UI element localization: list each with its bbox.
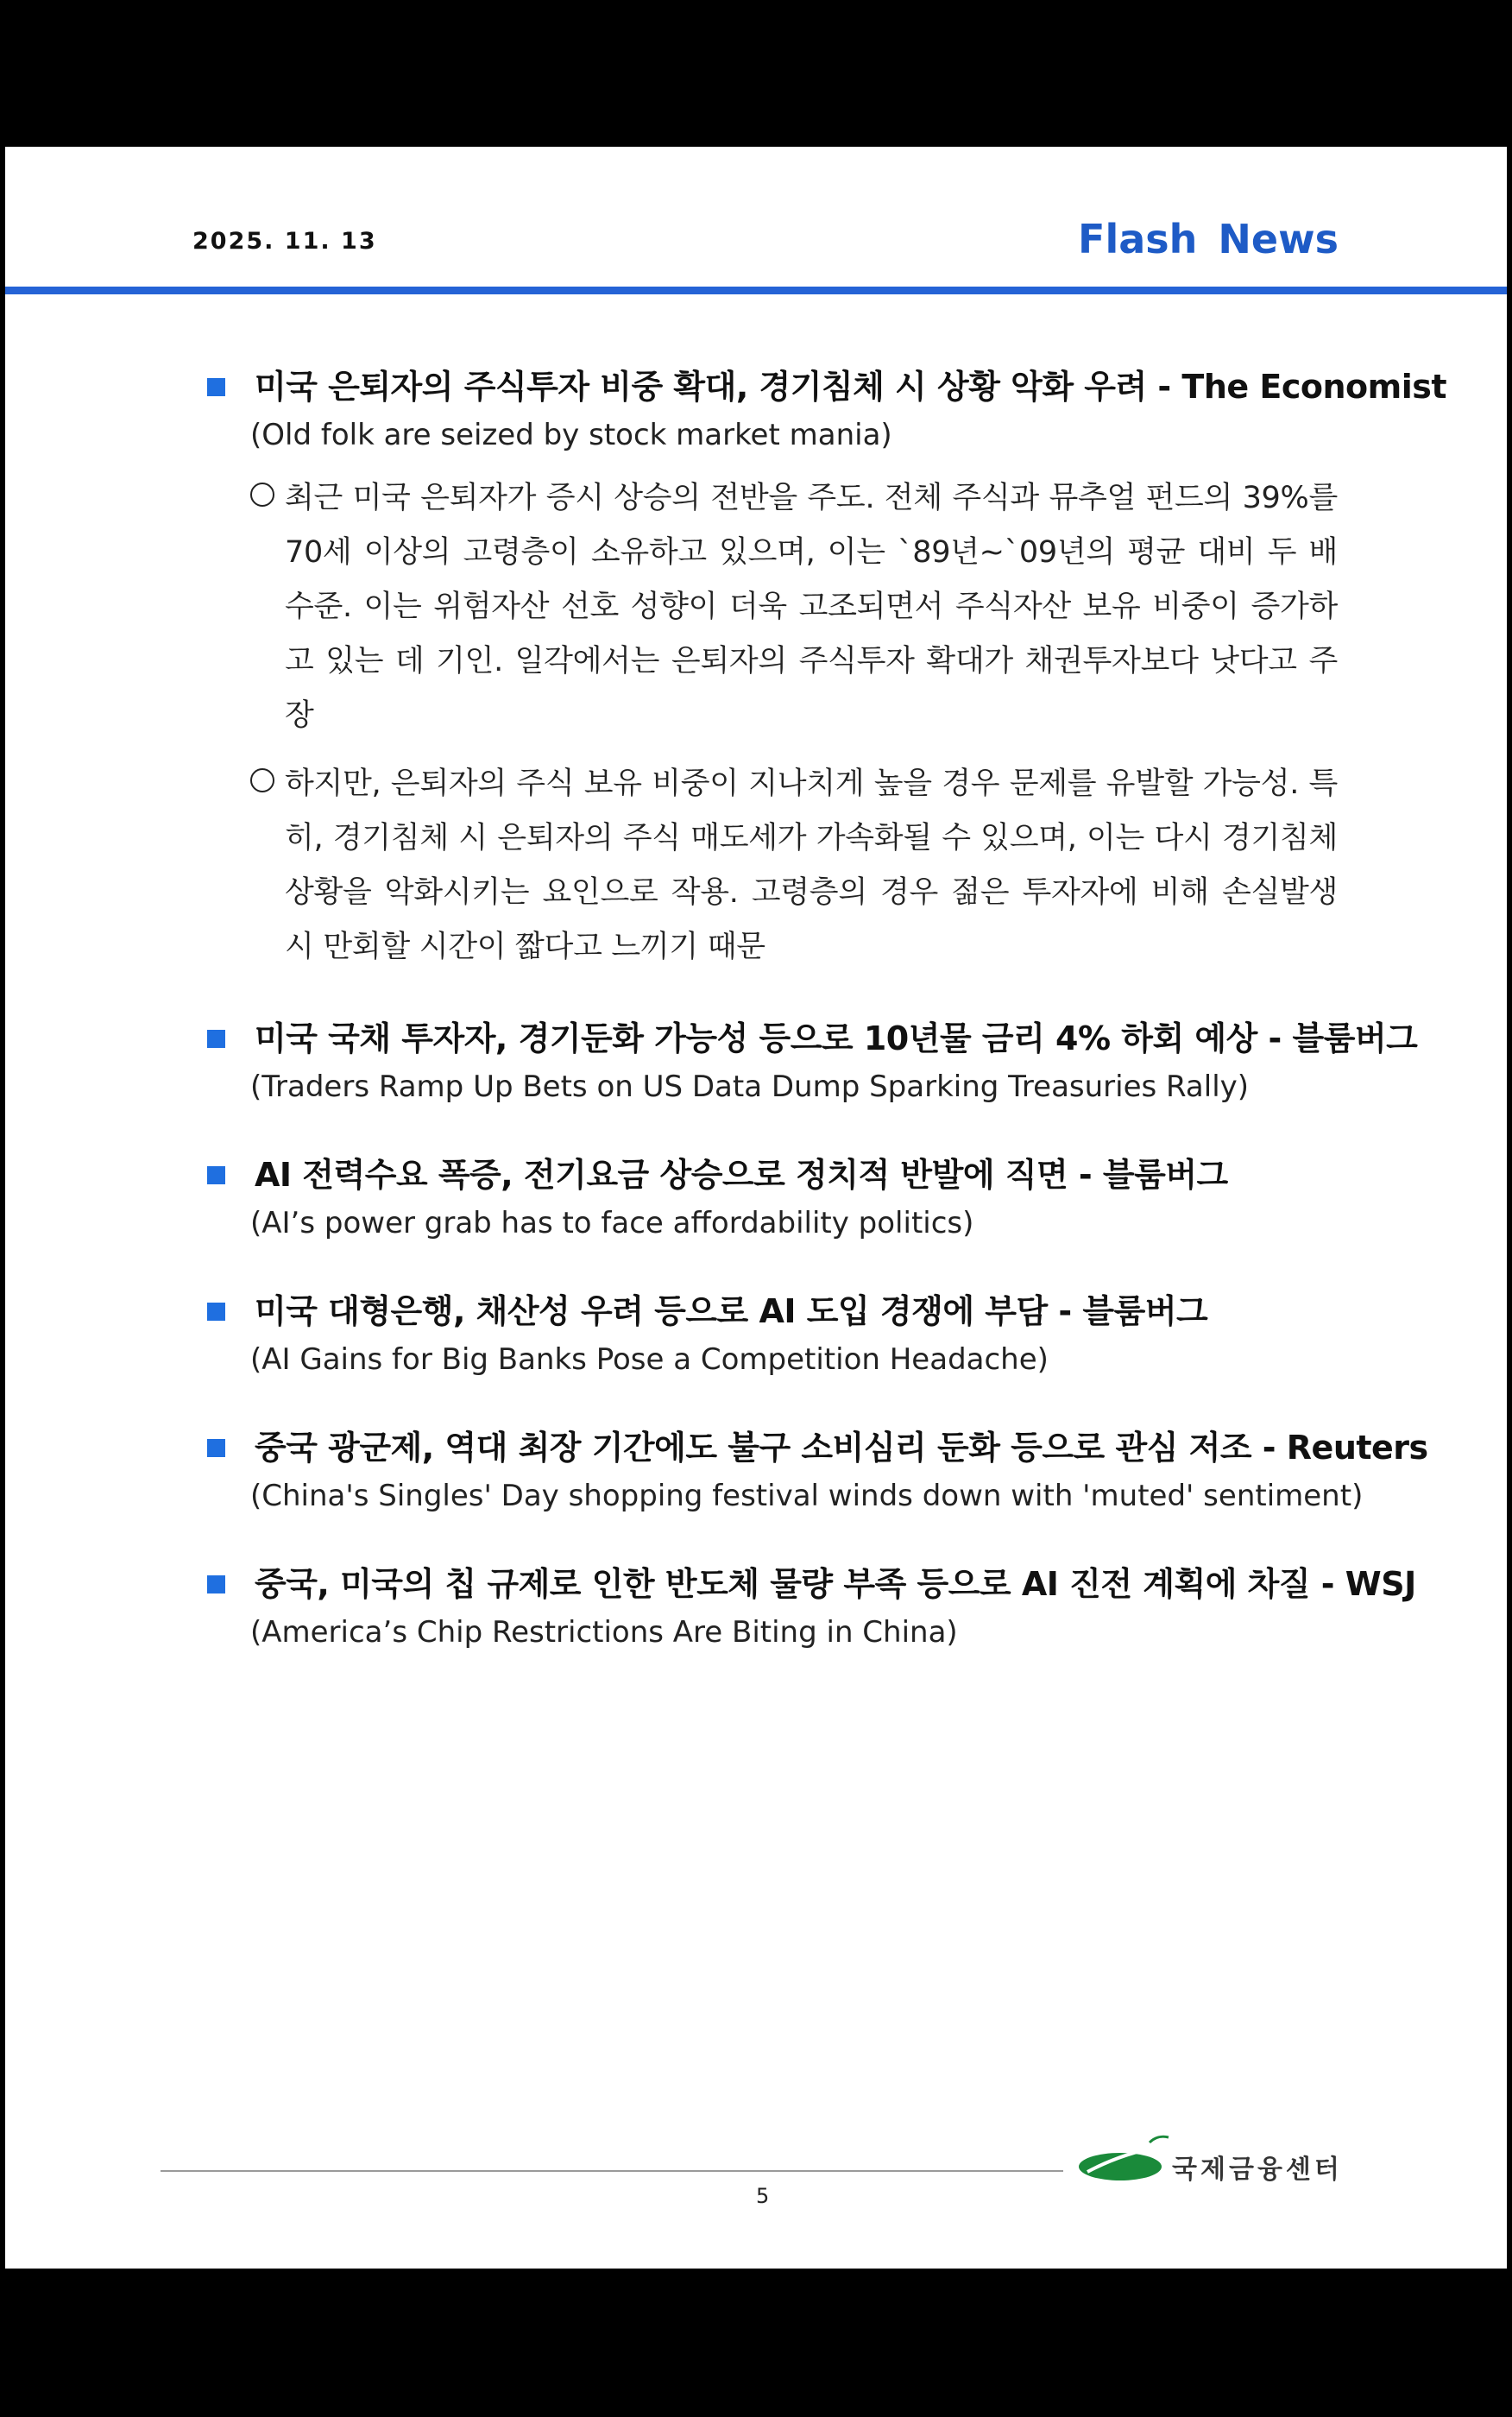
news-headline: 미국 국채 투자자, 경기둔화 가능성 등으로 10년물 금리 4% 하회 예상 - 블룸버그 <box>255 1019 1418 1057</box>
circle-bullet-icon <box>250 483 274 507</box>
paragraph-text: 하지만, 은퇴자의 주식 보유 비중이 지나치게 높을 경우 문제를 유발할 가능성. 특히, 경기침체 시 은퇴자의 주식 매도세가 가속화될 수 있으며, 이는 다시 경기침체 상황을 악화시키는 요인으로 작용. 고령층의 경우 젊은 투자자에 비해 손실발생 시 만회할 시간이 짧다고 느끼기 때문 <box>285 767 1338 964</box>
news-item <box>207 1014 1418 1111</box>
news-list <box>207 363 1447 1696</box>
square-bullet-icon <box>207 1166 225 1184</box>
news-source-title: (China's Singles' Day shopping festival winds down with 'muted' sentiment) <box>250 1479 1364 1513</box>
summary-paragraph <box>207 471 1338 743</box>
news-source-title: (America’s Chip Restrictions Are Biting in China) <box>250 1615 958 1650</box>
news-item <box>207 1560 1416 1657</box>
news-item <box>207 1423 1428 1520</box>
report-date: 2025. 11. 13 <box>192 228 377 255</box>
square-bullet-icon <box>207 1303 225 1321</box>
news-headline: 미국 은퇴자의 주식투자 비중 확대, 경기침체 시 상황 악화 우려 - The Economist <box>255 368 1447 406</box>
news-item <box>207 363 1447 975</box>
news-source-title: (Traders Ramp Up Bets on US Data Dump Sparking Treasuries Rally) <box>250 1070 1250 1104</box>
page-number: 5 <box>756 2184 770 2208</box>
news-headline: 중국, 미국의 칩 규제로 인한 반도체 물량 부족 등으로 AI 진전 계획에 차질 - WSJ <box>255 1565 1416 1603</box>
news-source-title: (AI Gains for Big Banks Pose a Competition Headache) <box>250 1342 1049 1377</box>
paragraph-text: 최근 미국 은퇴자가 증시 상승의 전반을 주도. 전체 주식과 뮤추얼 펀드의 39%를 70세 이상의 고령층이 소유하고 있으며, 이는 `89년~`09년의 평균 대비 두 배 수준. 이는 위험자산 선호 성향이 더욱 고조되면서 주식자산 보유 비중이 증가하고 있는 데 기인. 일각에서는 은퇴자의 주식투자 확대가 채권투자보다 낫다고 주장 <box>285 481 1338 733</box>
summary-paragraph <box>207 757 1338 975</box>
square-bullet-icon <box>207 1030 225 1048</box>
footer-rule <box>161 2170 1063 2172</box>
circle-bullet-icon <box>250 768 274 792</box>
square-bullet-icon <box>207 378 225 396</box>
news-item <box>207 1287 1338 1384</box>
news-source-title: (Old folk are seized by stock market mania) <box>250 418 892 452</box>
flash-news-title: Flash News <box>1078 216 1339 262</box>
document-page <box>5 147 1507 2269</box>
news-headline: AI 전력수요 폭증, 전기요금 상승으로 정치적 반발에 직면 - 블룸버그 <box>255 1156 1228 1194</box>
news-item <box>207 1151 1338 1247</box>
header-rule <box>5 287 1507 294</box>
news-source-title: (AI’s power grab has to face affordability politics) <box>250 1206 974 1240</box>
square-bullet-icon <box>207 1439 225 1457</box>
organization-name: 국제금융센터 <box>1172 2155 1343 2185</box>
square-bullet-icon <box>207 1575 225 1593</box>
news-headline: 미국 대형은행, 채산성 우려 등으로 AI 도입 경쟁에 부담 - 블룸버그 <box>255 1292 1208 1330</box>
news-headline: 중국 광군제, 역대 최장 기간에도 불구 소비심리 둔화 등으로 관심 저조 - Reuters <box>255 1429 1428 1467</box>
